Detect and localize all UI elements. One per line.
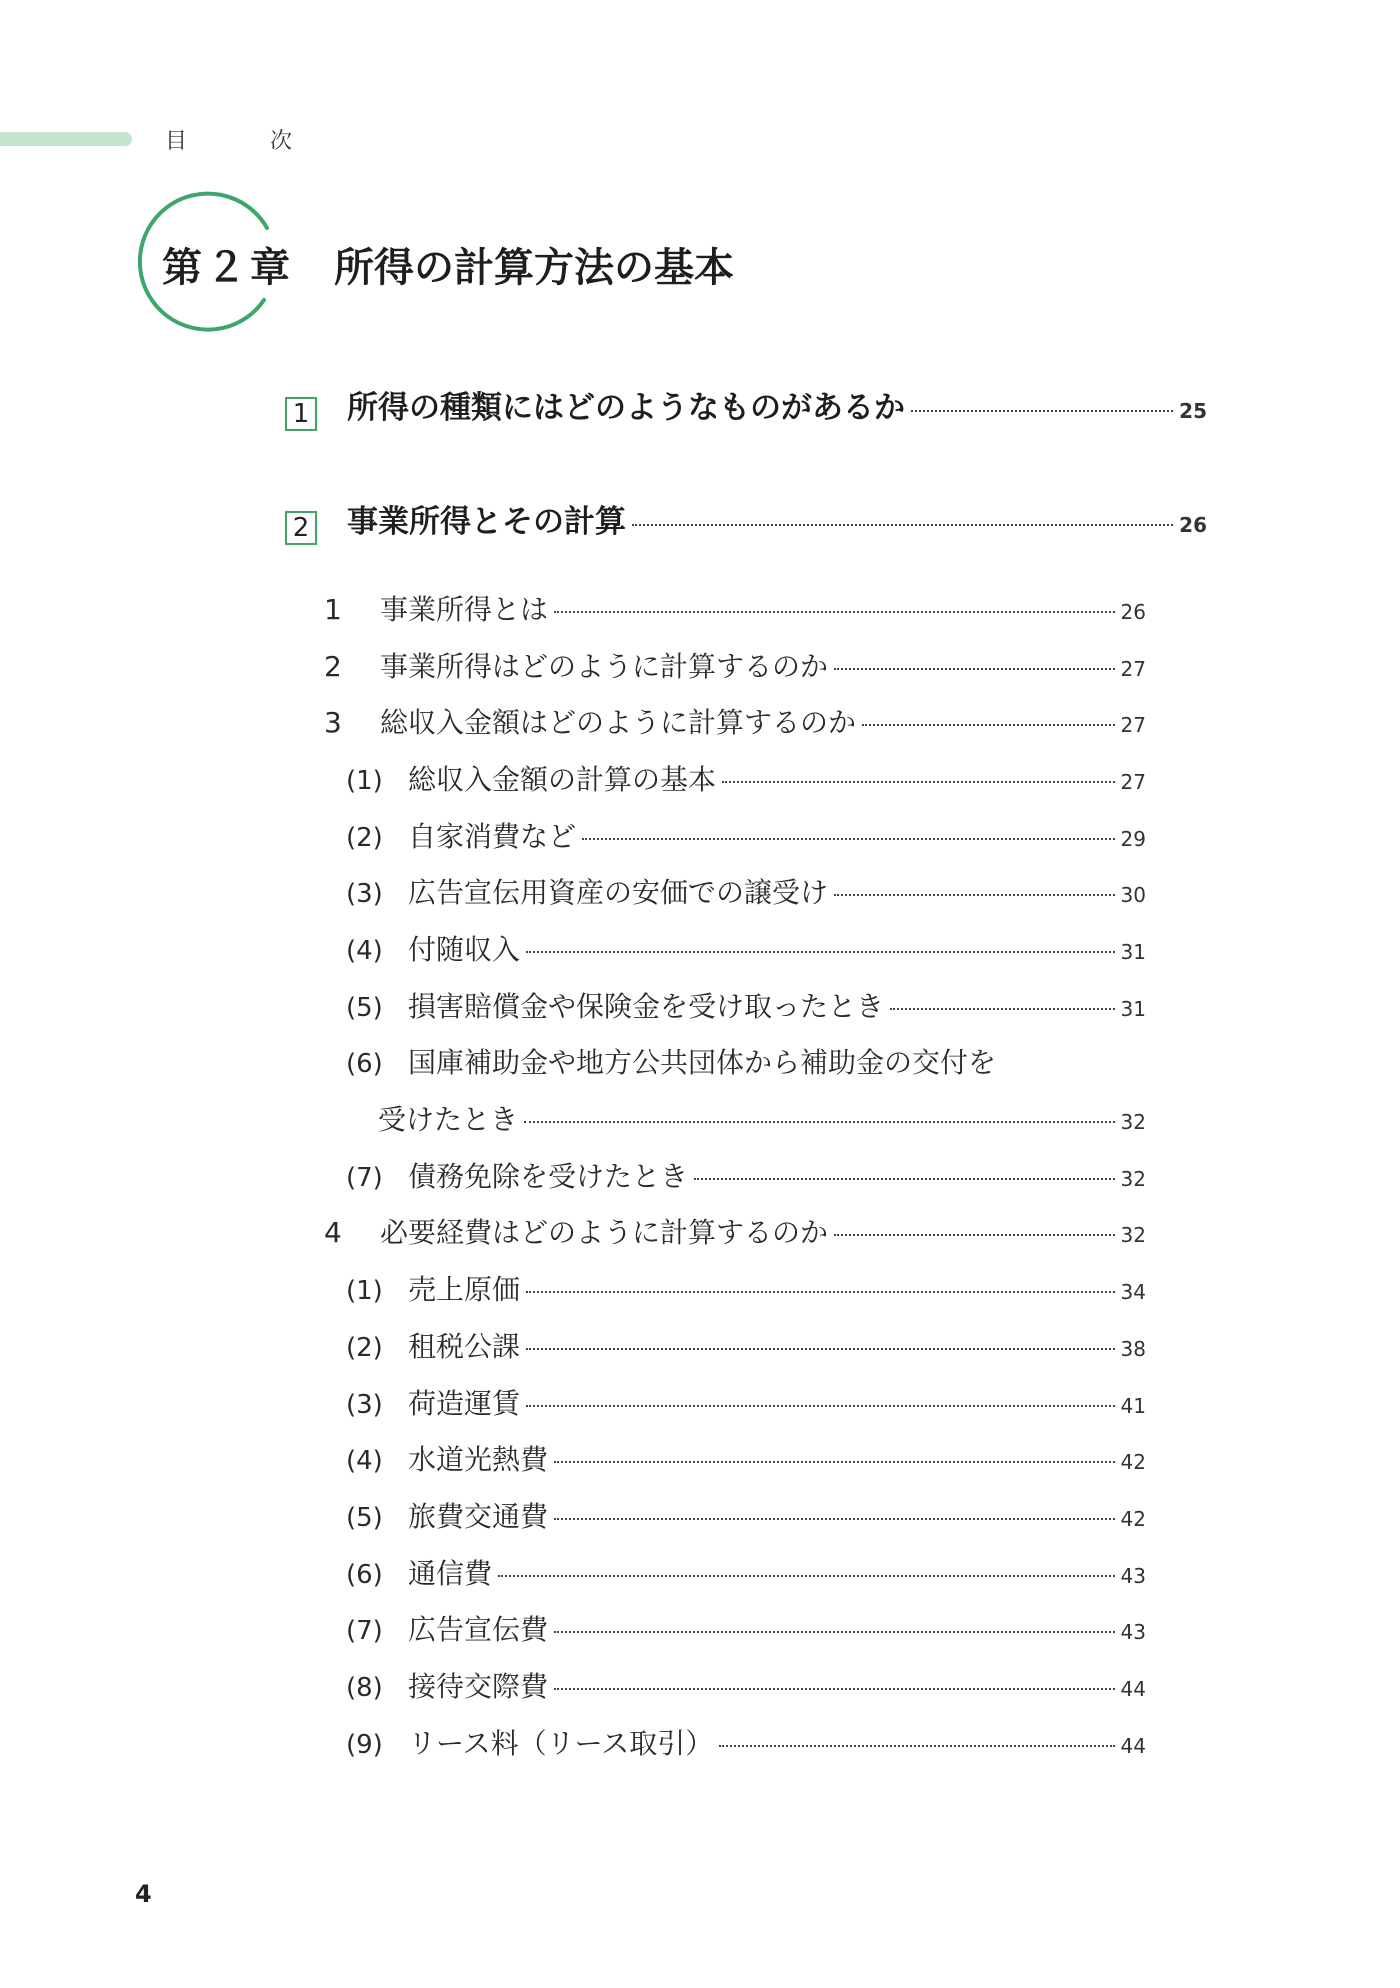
page-ref: 44 xyxy=(1120,1677,1146,1701)
subitem-number: (4) xyxy=(346,1446,383,1476)
dot-leader xyxy=(526,951,1115,953)
page-ref: 25 xyxy=(1179,399,1207,423)
dot-leader xyxy=(554,611,1115,613)
dot-leader xyxy=(526,1348,1115,1350)
chapter-number: 第２章 xyxy=(162,245,294,291)
toc-item[interactable] xyxy=(324,645,1146,685)
toc-subitem[interactable] xyxy=(346,928,1146,968)
page-ref: 32 xyxy=(1120,1110,1146,1134)
toc-subitem[interactable] xyxy=(346,871,1146,911)
dot-leader xyxy=(554,1631,1115,1633)
item-title: 総収入金額はどのように計算するのか xyxy=(380,706,857,739)
dot-leader xyxy=(526,1291,1115,1293)
page-ref: 42 xyxy=(1120,1450,1146,1474)
dot-leader xyxy=(719,1745,1114,1747)
subitem-title: 水道光熱費 xyxy=(408,1443,549,1476)
item-title: 必要経費はどのように計算するのか xyxy=(380,1216,829,1249)
page-ref: 32 xyxy=(1120,1167,1146,1191)
dot-leader xyxy=(834,668,1115,670)
item-title: 事業所得とは xyxy=(380,593,549,626)
toc-subitem[interactable] xyxy=(346,1382,1146,1422)
subitem-title: 広告宣伝用資産の安価での譲受け xyxy=(408,876,829,909)
dot-leader xyxy=(862,724,1115,726)
toc-subitem[interactable] xyxy=(346,815,1146,855)
subitem-number: (7) xyxy=(346,1616,383,1646)
dot-leader xyxy=(554,1688,1115,1690)
dot-leader xyxy=(890,1008,1115,1010)
page-ref: 43 xyxy=(1120,1564,1146,1588)
subitem-title: 広告宣伝費 xyxy=(408,1613,549,1646)
page-ref: 27 xyxy=(1120,770,1146,794)
subitem-number: (1) xyxy=(346,1276,383,1306)
page-ref: 41 xyxy=(1120,1394,1146,1418)
dot-leader xyxy=(911,410,1173,412)
subitem-number: (7) xyxy=(346,1163,383,1193)
toc-subitem[interactable] xyxy=(346,1608,1146,1648)
dot-leader xyxy=(498,1575,1115,1577)
page-ref: 26 xyxy=(1179,513,1207,537)
subitem-number: (2) xyxy=(346,1333,383,1363)
section-number-box: 2 xyxy=(285,511,317,545)
subitem-number: (3) xyxy=(346,1390,383,1420)
dot-leader xyxy=(834,1234,1115,1236)
section-number-box: 1 xyxy=(285,397,317,431)
subitem-number: (8) xyxy=(346,1673,383,1703)
dot-leader xyxy=(526,1405,1115,1407)
chapter-name: 所得の計算方法の基本 xyxy=(334,245,734,291)
subitem-number: (5) xyxy=(346,1503,383,1533)
chapter-title xyxy=(162,236,734,293)
item-number: 4 xyxy=(324,1216,342,1249)
section-title: 所得の種類にはどのようなものがあるか xyxy=(347,390,905,426)
page-ref: 38 xyxy=(1120,1337,1146,1361)
dot-leader xyxy=(722,781,1115,783)
subitem-title: リース料（リース取引） xyxy=(408,1727,714,1760)
dot-leader xyxy=(582,838,1115,840)
toc-subitem[interactable] xyxy=(346,1438,1146,1478)
page-ref: 30 xyxy=(1120,883,1146,907)
page-ref: 34 xyxy=(1120,1280,1146,1304)
page-ref: 31 xyxy=(1120,997,1146,1021)
header-label: 目 次 xyxy=(165,129,330,154)
toc-subitem[interactable] xyxy=(346,758,1146,798)
toc-section[interactable] xyxy=(285,382,1207,427)
subitem-number: (5) xyxy=(346,993,383,1023)
subitem-title: 売上原価 xyxy=(408,1273,521,1306)
subitem-number: (6) xyxy=(346,1049,383,1079)
subitem-title: 荷造運賃 xyxy=(408,1387,521,1420)
subitem-title: 租税公課 xyxy=(408,1330,521,1363)
page-ref: 44 xyxy=(1120,1734,1146,1758)
dot-leader xyxy=(694,1178,1115,1180)
toc-subitem[interactable] xyxy=(346,1155,1146,1195)
toc-subitem[interactable] xyxy=(346,1722,1146,1762)
toc-subitem[interactable] xyxy=(346,1552,1146,1592)
subitem-number: (2) xyxy=(346,823,383,853)
toc-subitem-continuation[interactable] xyxy=(378,1098,1146,1138)
item-number: 3 xyxy=(324,706,342,739)
page-ref: 27 xyxy=(1120,713,1146,737)
dot-leader xyxy=(554,1461,1115,1463)
page-ref: 43 xyxy=(1120,1620,1146,1644)
item-number: 2 xyxy=(324,650,342,683)
toc-item[interactable] xyxy=(324,588,1146,628)
item-number: 1 xyxy=(324,593,342,626)
section-title: 事業所得とその計算 xyxy=(347,504,626,540)
subitem-number: (4) xyxy=(346,936,383,966)
subitem-number: (6) xyxy=(346,1560,383,1590)
subitem-title: 債務免除を受けたとき xyxy=(408,1160,689,1193)
page-ref: 29 xyxy=(1120,827,1146,851)
header-accent-bar xyxy=(0,132,132,146)
toc-subitem[interactable] xyxy=(346,1268,1146,1308)
page-ref: 42 xyxy=(1120,1507,1146,1531)
subitem-title: 接待交際費 xyxy=(408,1670,549,1703)
subitem-title: 自家消費など xyxy=(408,820,577,853)
toc-subitem[interactable] xyxy=(346,1041,1146,1081)
page-number: 4 xyxy=(135,1880,152,1908)
subitem-number: (1) xyxy=(346,766,383,796)
page-ref: 26 xyxy=(1120,600,1146,624)
subitem-title: 国庫補助金や地方公共団体から補助金の交付を xyxy=(408,1046,997,1079)
toc-section[interactable] xyxy=(285,496,1207,541)
toc-item[interactable] xyxy=(324,1211,1146,1251)
dot-leader xyxy=(524,1121,1115,1123)
subitem-title: 通信費 xyxy=(408,1557,493,1590)
page-ref: 31 xyxy=(1120,940,1146,964)
subitem-title-continuation: 受けたとき xyxy=(378,1103,519,1136)
toc-subitem[interactable] xyxy=(346,985,1146,1025)
toc-item[interactable] xyxy=(324,701,1146,741)
subitem-title: 旅費交通費 xyxy=(408,1500,549,1533)
item-title: 事業所得はどのように計算するのか xyxy=(380,650,829,683)
subitem-title: 総収入金額の計算の基本 xyxy=(408,763,717,796)
subitem-number: (9) xyxy=(346,1730,383,1760)
subitem-title: 損害賠償金や保険金を受け取ったとき xyxy=(408,990,885,1023)
dot-leader xyxy=(554,1518,1115,1520)
subitem-title: 付随収入 xyxy=(408,933,521,966)
toc-subitem[interactable] xyxy=(346,1495,1146,1535)
subitem-number: (3) xyxy=(346,879,383,909)
dot-leader xyxy=(834,894,1115,896)
dot-leader xyxy=(632,524,1173,526)
toc-subitem[interactable] xyxy=(346,1325,1146,1365)
page-ref: 32 xyxy=(1120,1223,1146,1247)
page-ref: 27 xyxy=(1120,657,1146,681)
toc-subitem[interactable] xyxy=(346,1665,1146,1705)
